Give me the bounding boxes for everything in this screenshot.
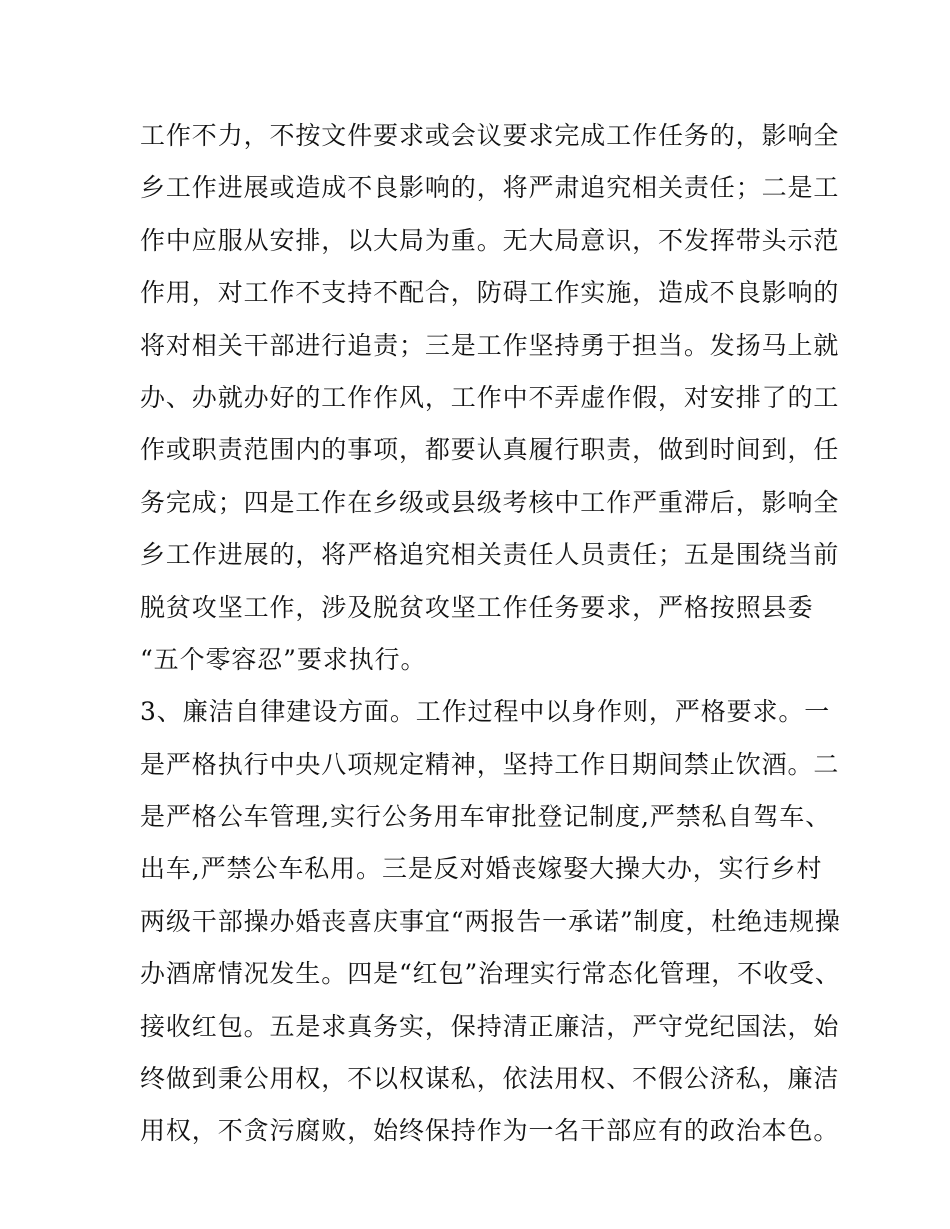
text-line: 办、办就办好的工作作风，工作中不弄虚作假，对安排了的工: [140, 382, 840, 412]
text-line: 脱贫攻坚工作，涉及脱贫攻坚工作任务要求，严格按照县委: [140, 592, 814, 622]
text-line: 接收红包。五是求真务实，保持清正廉洁，严守党纪国法，始: [140, 1011, 840, 1041]
text-line: 将对相关干部进行追责；三是工作坚持勇于担当。发扬马上就: [140, 330, 840, 360]
text-line: 用权，不贪污腐败，始终保持作为一名干部应有的政治本色。: [140, 1116, 840, 1146]
text-line: 是严格执行中央八项规定精神，坚持工作日期间禁止饮酒。二: [140, 749, 840, 779]
text-line: 终做到秉公用权，不以权谋私，依法用权、不假公济私，廉洁: [140, 1064, 840, 1094]
text-line: 乡工作进展的，将严格追究相关责任人员责任；五是围绕当前: [140, 540, 840, 570]
text-line: “五个零容忍”要求执行。: [140, 644, 427, 674]
text-line: 是严格公车管理,实行公务用车审批登记制度,严禁私自驾车、: [140, 802, 832, 832]
text-line: 工作不力，不按文件要求或会议要求完成工作任务的，影响全: [140, 121, 840, 150]
text-line: 作用，对工作不支持不配合，防碍工作实施，造成不良影响的: [140, 278, 840, 308]
text-line: 乡工作进展或造成不良影响的，将严肃追究相关责任；二是工: [140, 173, 840, 203]
text-line: 出车,严禁公车私用。三是反对婚丧嫁娶大操大办，实行乡村: [140, 854, 823, 884]
text-line: 办酒席情况发生。四是“红包”治理实行常态化管理，不收受、: [140, 959, 841, 989]
text-line: 务完成；四是工作在乡级或县级考核中工作严重滞后，影响全: [140, 487, 840, 517]
text-line: 两级干部操办婚丧喜庆事宜“两报告一承诺”制度，杜绝违规操: [140, 906, 841, 936]
body-text: [140, 110, 841, 1158]
section-heading-line: 3、廉洁自律建设方面。工作过程中以身作则，严格要求。一: [140, 697, 831, 727]
text-line: 作中应服从安排，以大局为重。无大局意识，不发挥带头示范: [140, 225, 840, 255]
text-line: 作或职责范围内的事项，都要认真履行职责，做到时间到，任: [140, 435, 840, 465]
